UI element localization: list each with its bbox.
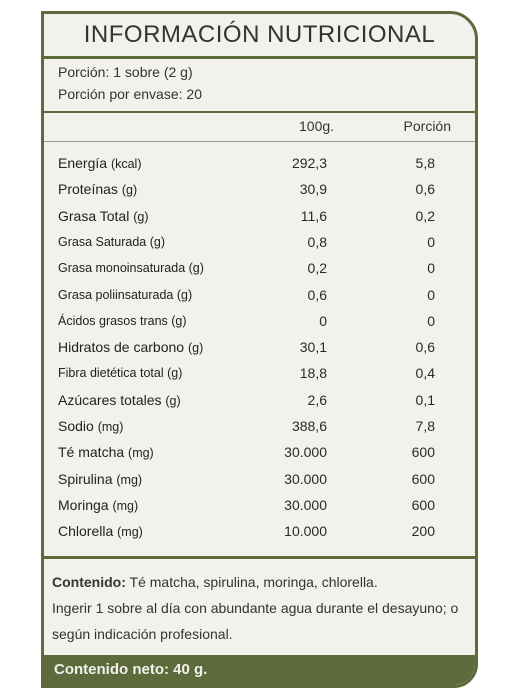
nutrient-label: Chlorella bbox=[58, 523, 114, 540]
divider bbox=[44, 556, 475, 559]
value-per-portion: 0 bbox=[427, 312, 435, 329]
value-per-portion: 7,8 bbox=[415, 418, 435, 434]
net-content: Contenido neto: 40 g. bbox=[44, 655, 475, 685]
nutrient-name bbox=[58, 492, 138, 519]
divider bbox=[44, 141, 475, 142]
contents-text: Té matcha, spirulina, moringa, chlorella. bbox=[125, 574, 378, 590]
nutrient-row bbox=[44, 282, 475, 308]
nutrient-label: Sodio bbox=[58, 418, 94, 434]
nutrient-row bbox=[44, 334, 475, 360]
product-note bbox=[52, 569, 472, 647]
nutrient-row bbox=[44, 150, 475, 176]
nutrient-name bbox=[58, 466, 142, 493]
contents-label: Contenido: bbox=[52, 574, 126, 590]
nutrient-unit: (mg) bbox=[116, 472, 143, 487]
nutrient-row bbox=[44, 360, 475, 386]
nutrient-name bbox=[58, 255, 204, 281]
nutrient-unit: (mg) bbox=[128, 446, 154, 461]
nutrient-unit: (g) bbox=[121, 183, 138, 198]
value-per-100g: 30.000 bbox=[284, 470, 327, 487]
nutrient-row bbox=[44, 413, 475, 439]
nutrient-row bbox=[44, 229, 475, 255]
nutrient-unit: (kcal) bbox=[110, 157, 142, 171]
usage-instructions: Ingerir 1 sobre al día con abundante agua durante el desayuno; o según indicación profesional. bbox=[52, 600, 459, 642]
divider bbox=[44, 56, 475, 59]
nutrient-name bbox=[58, 282, 192, 308]
nutrient-row bbox=[44, 176, 475, 202]
value-per-100g: 0,2 bbox=[307, 260, 327, 277]
nutrient-name bbox=[58, 439, 154, 466]
value-per-portion: 600 bbox=[411, 496, 435, 513]
nutrient-label: Fibra dietética total bbox=[58, 366, 164, 381]
nutrient-label: Proteínas bbox=[58, 181, 118, 198]
value-per-100g: 30.000 bbox=[284, 444, 327, 461]
column-header-portion: Porción bbox=[403, 118, 451, 134]
value-per-100g: 388,6 bbox=[291, 418, 327, 434]
value-per-100g: 2,6 bbox=[307, 391, 327, 408]
nutrient-row bbox=[44, 518, 475, 544]
nutrient-unit: (mg) bbox=[97, 420, 124, 434]
nutrient-label: Moringa bbox=[58, 496, 109, 513]
value-per-100g: 292,3 bbox=[291, 155, 327, 171]
column-header-100g: 100g. bbox=[299, 118, 335, 134]
nutrient-name bbox=[58, 387, 181, 414]
value-per-100g: 0,6 bbox=[307, 286, 327, 303]
value-per-portion: 600 bbox=[411, 444, 435, 461]
value-per-100g: 30,1 bbox=[299, 339, 327, 356]
value-per-100g: 0 bbox=[319, 312, 327, 329]
value-per-100g: 10.000 bbox=[284, 523, 327, 540]
value-per-portion: 0 bbox=[427, 286, 435, 303]
nutrient-name bbox=[58, 360, 182, 386]
nutrient-row bbox=[44, 255, 475, 281]
value-per-100g: 11,6 bbox=[300, 207, 327, 224]
value-per-portion: 0 bbox=[427, 260, 435, 277]
nutrient-row bbox=[44, 466, 475, 492]
nutrient-label: Grasa Saturada bbox=[58, 234, 147, 249]
value-per-100g: 18,8 bbox=[299, 365, 327, 382]
nutrient-name bbox=[58, 203, 149, 230]
divider bbox=[44, 111, 475, 113]
value-per-portion: 200 bbox=[411, 523, 435, 540]
nutrient-name bbox=[58, 176, 137, 203]
nutrient-label: Spirulina bbox=[58, 470, 113, 487]
nutrient-label: Azúcares totales bbox=[58, 391, 162, 408]
nutrient-label: Ácidos grasos trans bbox=[58, 313, 168, 328]
nutrient-row bbox=[44, 387, 475, 413]
value-per-portion: 0,6 bbox=[415, 181, 435, 198]
nutrient-unit: (mg) bbox=[112, 498, 139, 513]
value-per-100g: 30,9 bbox=[299, 181, 327, 198]
label-title: INFORMACIÓN NUTRICIONAL bbox=[83, 21, 436, 48]
nutrient-unit: (g) bbox=[188, 261, 204, 276]
nutrient-name bbox=[58, 518, 143, 545]
servings-per-container: Porción por envase: 20 bbox=[58, 86, 202, 102]
nutrient-label: Hidratos de carbono bbox=[58, 339, 185, 356]
nutrient-name bbox=[58, 150, 142, 177]
value-per-portion: 600 bbox=[411, 470, 435, 487]
nutrient-unit: (g) bbox=[167, 366, 183, 381]
value-per-portion: 5,8 bbox=[415, 155, 435, 171]
value-per-portion: 0,6 bbox=[415, 339, 435, 356]
nutrient-row bbox=[44, 492, 475, 518]
value-per-portion: 0 bbox=[427, 233, 435, 250]
nutrient-unit: (g) bbox=[149, 234, 166, 249]
nutrient-label: Té matcha bbox=[58, 444, 125, 461]
value-per-portion: 0,4 bbox=[415, 365, 435, 382]
value-per-portion: 0,2 bbox=[415, 207, 435, 224]
nutrient-label: Grasa Total bbox=[58, 207, 130, 224]
nutrient-unit: (mg) bbox=[117, 525, 143, 540]
nutrient-unit: (g) bbox=[176, 287, 193, 302]
nutrient-name bbox=[58, 229, 165, 255]
nutrient-unit: (g) bbox=[187, 341, 204, 356]
nutrient-row bbox=[44, 203, 475, 229]
nutrient-label: Energía bbox=[58, 155, 108, 171]
nutrient-row bbox=[44, 308, 475, 334]
nutrient-name bbox=[58, 334, 203, 361]
value-per-portion: 0,1 bbox=[415, 391, 435, 408]
nutrient-name bbox=[58, 413, 123, 440]
nutrient-name bbox=[58, 308, 187, 334]
serving-size: Porción: 1 sobre (2 g) bbox=[58, 64, 193, 80]
nutrient-label: Grasa poliinsaturada bbox=[58, 287, 174, 302]
nutrition-label bbox=[41, 11, 478, 688]
nutrient-label: Grasa monoinsaturada bbox=[58, 261, 186, 276]
nutrient-unit: (g) bbox=[171, 313, 187, 328]
nutrient-row bbox=[44, 439, 475, 465]
nutrient-unit: (g) bbox=[165, 393, 181, 408]
nutrient-unit: (g) bbox=[133, 209, 149, 224]
value-per-100g: 0,8 bbox=[307, 233, 327, 250]
value-per-100g: 30.000 bbox=[284, 496, 327, 513]
